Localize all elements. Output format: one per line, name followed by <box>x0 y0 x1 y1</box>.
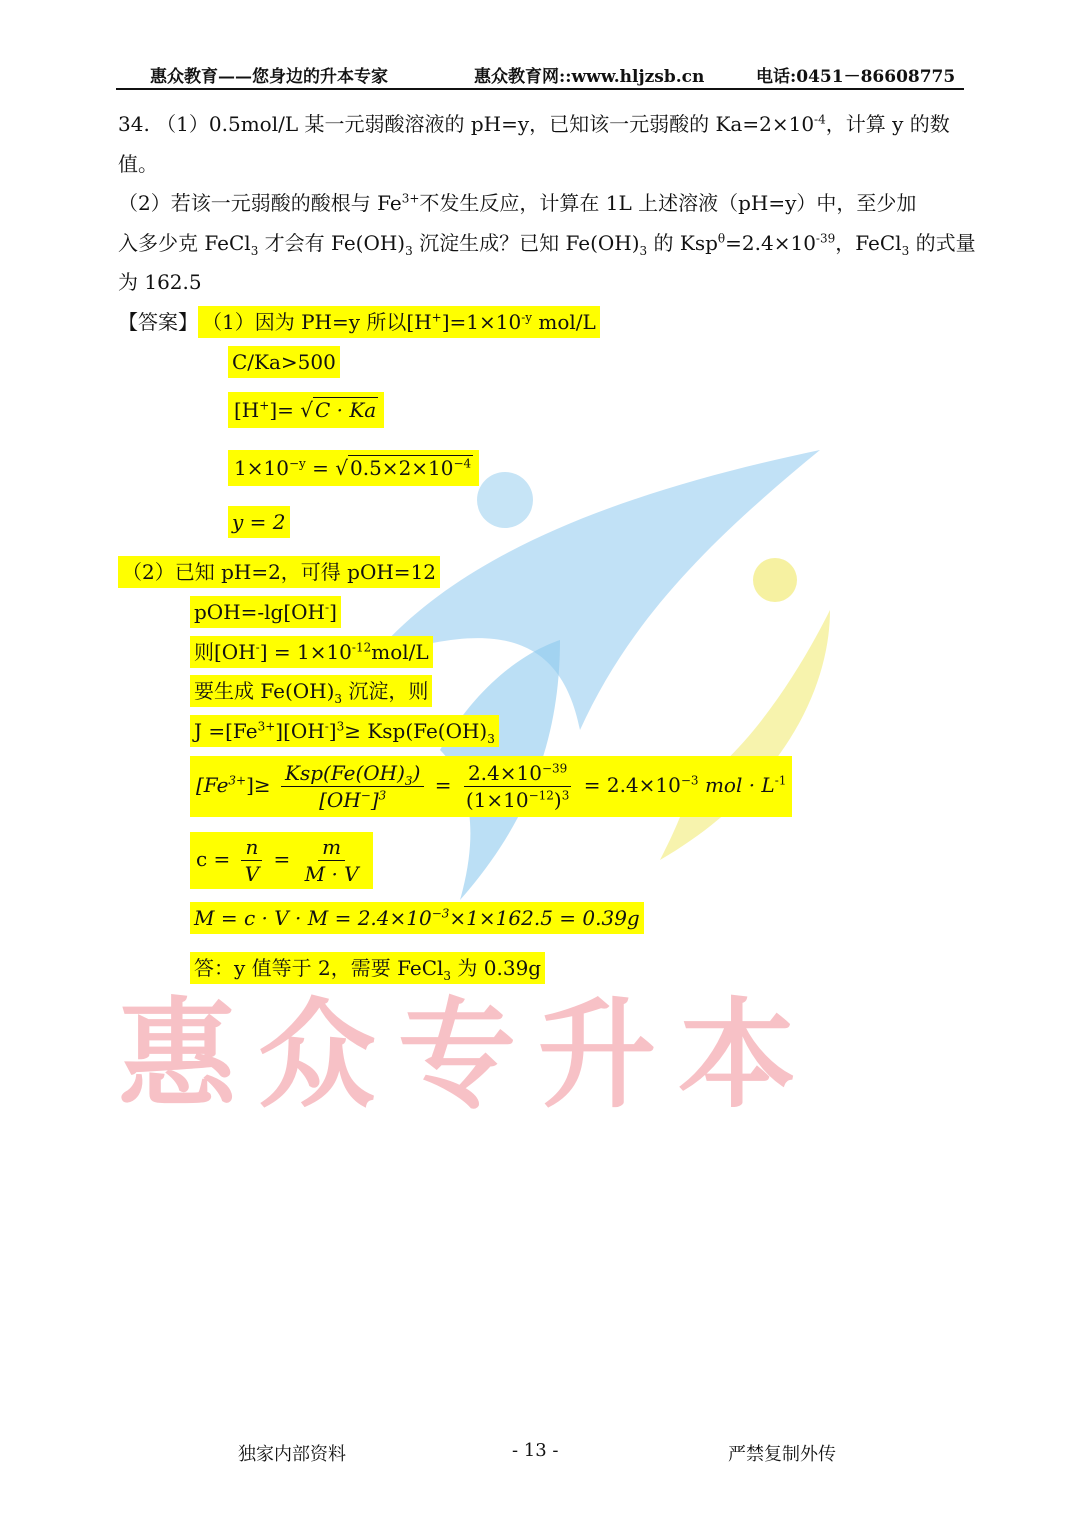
answer-2-line-8: $M = c \cdot V \cdot M = 2.4\times 10^{-3}\times 1\times 162.5 = 0.39g$ <box>190 902 644 934</box>
answer-line-5: y = 2 <box>228 506 290 538</box>
watermark-text: 惠众专升本 <box>118 986 819 1124</box>
footer-left: 独家内部资料 <box>238 1444 346 1465</box>
answer-1-intro: （1）因为 PH=y 所以$[H^+]=1\times 10^{-y}$ mol/L <box>198 306 600 338</box>
question-line-4: 入多少克 FeCl$_3$ 才会有 $Fe(OH)_3$ 沉淀生成？已知 $Fe(OH)_3$ 的 $Ksp^\theta=2.4\times 10^{-39}$，FeCl$_3$ 的式量 <box>118 231 976 258</box>
answer-line-1 <box>118 306 600 338</box>
answer-2-line-6: $[Fe^{3+}]\ge$ $\frac{Ksp(Fe(OH)_3)}{[OH^-]^3}$ = $\frac{2.4\times 10^{-39}}{(1\times 10^{-12})^3}$ = $2.4\times 10^{-3}$ mol · $L^{-1}$ <box>190 756 792 817</box>
answer-line-3: [H+]= √ C · Ka <box>228 392 384 428</box>
footer-right: 严禁复制外传 <box>728 1444 836 1465</box>
header-right: 电话:0451－86608775 <box>756 67 956 87</box>
answer-label: 【答案】 <box>118 310 198 334</box>
answer-2-line-3: 则$[OH^-] = 1\times 10^{-12}mol/L$ <box>190 636 433 668</box>
watermark-logo <box>330 430 850 910</box>
page-number: - 13 - <box>512 1440 559 1461</box>
question-line-3: （2）若该一元弱酸的酸根与 $Fe^{3+}$不发生反应，计算在 1L 上述溶液（pH=y）中，至少加 <box>118 191 917 215</box>
answer-2-line-4: 要生成 $Fe(OH)_3$ 沉淀，则 <box>190 675 432 707</box>
answer-2-line-1: （2）已知 pH=2，可得 pOH=12 <box>118 556 440 588</box>
question-line-2: 值。 <box>118 152 158 176</box>
answer-line-2: C/Ka>500 <box>228 346 340 378</box>
answer-2-line-5: $J =[Fe^{3+}][OH^-]^3\ge Ksp(Fe(OH)_3$ <box>190 715 499 747</box>
header-rule <box>116 88 964 90</box>
header-left: 惠众教育——您身边的升本专家 <box>150 67 388 87</box>
header-center: 惠众教育网::www.hljzsb.cn <box>474 67 705 87</box>
answer-line-4: $1\times 10^{-y}$ = √ $0.5\times 2\times 10^{-4}$ <box>228 450 479 486</box>
question-line-1: 34. （1）0.5mol/L 某一元弱酸溶液的 pH=y，已知该一元弱酸的 $Ka=2\times 10^{-4}$，计算 y 的数 <box>118 112 950 136</box>
answer-2-line-2: pOH=-lg[OH-] <box>190 596 341 628</box>
answer-2-line-7: c = $\frac{n}{V}$ = $\frac{m}{M \cdot V}$ <box>190 832 373 889</box>
answer-2-conclusion: 答：y 值等于 2，需要 FeCl$_3$ 为 0.39g <box>190 952 545 984</box>
question-line-5: 为 162.5 <box>118 270 202 294</box>
